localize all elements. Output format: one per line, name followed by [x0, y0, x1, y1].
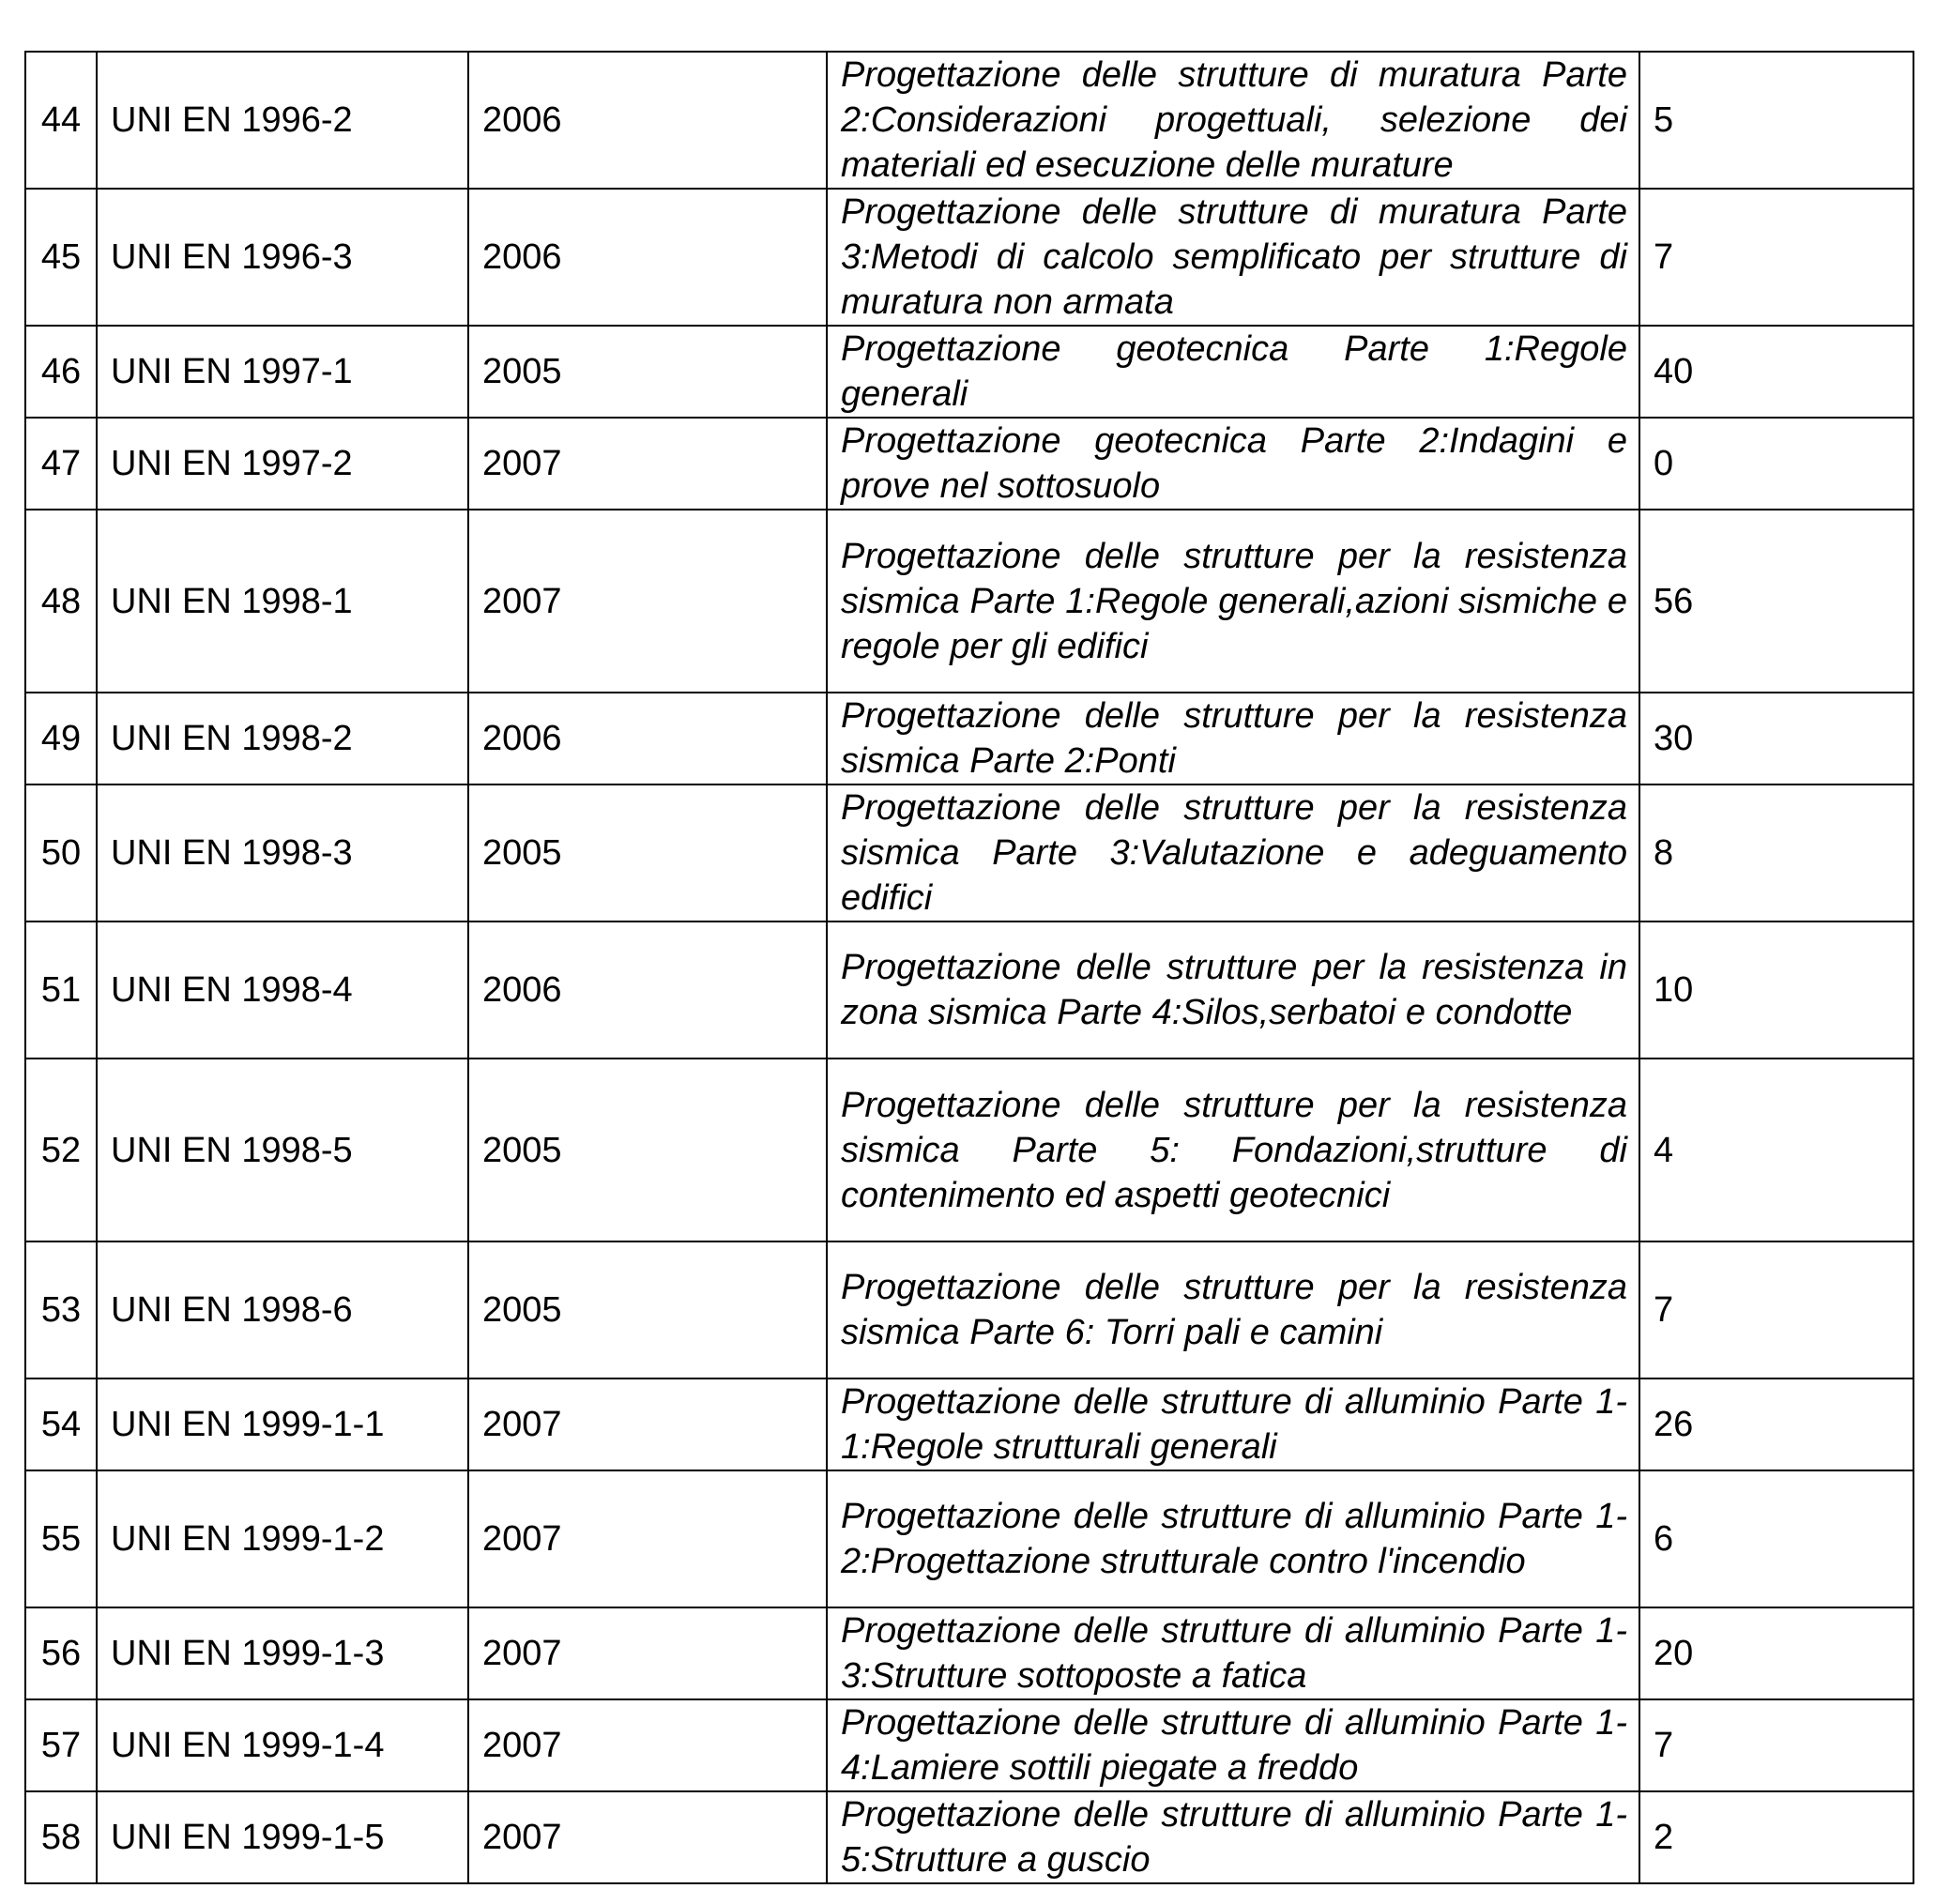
standard-code: UNI EN 1998-1: [97, 510, 468, 693]
standard-count: 30: [1639, 693, 1913, 784]
standard-count: 10: [1639, 922, 1913, 1059]
standard-count: 7: [1639, 1699, 1913, 1791]
standard-description: Progettazione delle strutture di muratura Parte 2:Considerazioni progettuali, selezione dei materiali ed esecuzione delle murature: [827, 52, 1639, 189]
standard-year: 2005: [468, 1059, 827, 1241]
standard-description: Progettazione delle strutture di alluminio Parte 1-4:Lamiere sottili piegate a freddo: [827, 1699, 1639, 1791]
standard-description: Progettazione delle strutture per la resistenza sismica Parte 2:Ponti: [827, 693, 1639, 784]
standard-count: 2: [1639, 1791, 1913, 1883]
row-number: 54: [25, 1378, 97, 1470]
row-number: 50: [25, 784, 97, 922]
row-number: 55: [25, 1470, 97, 1607]
table-row: [25, 693, 1913, 784]
standard-description: Progettazione delle strutture per la resistenza sismica Parte 1:Regole generali,azioni sismiche e regole per gli edifici: [827, 510, 1639, 693]
standard-description: Progettazione delle strutture di alluminio Parte 1-2:Progettazione strutturale contro l'incendio: [827, 1470, 1639, 1607]
table-row: [25, 1241, 1913, 1378]
standard-code: UNI EN 1998-5: [97, 1059, 468, 1241]
standard-count: 7: [1639, 189, 1913, 326]
standard-description: Progettazione geotecnica Parte 1:Regole generali: [827, 326, 1639, 418]
standard-count: 4: [1639, 1059, 1913, 1241]
standard-description: Progettazione delle strutture per la resistenza sismica Parte 5: Fondazioni,strutture di contenimento ed aspetti geotecnici: [827, 1059, 1639, 1241]
standard-count: 20: [1639, 1607, 1913, 1699]
standard-count: 26: [1639, 1378, 1913, 1470]
standard-code: UNI EN 1998-2: [97, 693, 468, 784]
row-number: 47: [25, 418, 97, 510]
table-row: [25, 1470, 1913, 1607]
standard-year: 2007: [468, 418, 827, 510]
standard-year: 2007: [468, 510, 827, 693]
row-number: 57: [25, 1699, 97, 1791]
standard-code: UNI EN 1999-1-2: [97, 1470, 468, 1607]
row-number: 46: [25, 326, 97, 418]
standard-count: 56: [1639, 510, 1913, 693]
standards-table: [24, 51, 1914, 1884]
standard-description: Progettazione delle strutture per la resistenza sismica Parte 6: Torri pali e camini: [827, 1241, 1639, 1378]
row-number: 44: [25, 52, 97, 189]
standard-code: UNI EN 1997-2: [97, 418, 468, 510]
standard-code: UNI EN 1998-3: [97, 784, 468, 922]
table-row: [25, 418, 1913, 510]
standard-description: Progettazione delle strutture di alluminio Parte 1-1:Regole strutturali generali: [827, 1378, 1639, 1470]
standard-code: UNI EN 1999-1-5: [97, 1791, 468, 1883]
standard-code: UNI EN 1997-1: [97, 326, 468, 418]
standard-count: 7: [1639, 1241, 1913, 1378]
standard-code: UNI EN 1996-3: [97, 189, 468, 326]
row-number: 52: [25, 1059, 97, 1241]
row-number: 45: [25, 189, 97, 326]
table-row: [25, 1059, 1913, 1241]
standard-year: 2007: [468, 1470, 827, 1607]
table-row: [25, 326, 1913, 418]
standard-year: 2007: [468, 1699, 827, 1791]
standard-description: Progettazione delle strutture di alluminio Parte 1-3:Strutture sottoposte a fatica: [827, 1607, 1639, 1699]
standard-description: Progettazione delle strutture di muratura Parte 3:Metodi di calcolo semplificato per strutture di muratura non armata: [827, 189, 1639, 326]
standards-table-body: [25, 52, 1913, 1883]
table-row: [25, 1791, 1913, 1883]
standard-code: UNI EN 1996-2: [97, 52, 468, 189]
table-row: [25, 784, 1913, 922]
standard-year: 2005: [468, 1241, 827, 1378]
row-number: 49: [25, 693, 97, 784]
row-number: 58: [25, 1791, 97, 1883]
row-number: 53: [25, 1241, 97, 1378]
standard-count: 5: [1639, 52, 1913, 189]
standard-year: 2006: [468, 922, 827, 1059]
table-row: [25, 922, 1913, 1059]
table-row: [25, 1607, 1913, 1699]
standard-year: 2006: [468, 189, 827, 326]
standard-year: 2006: [468, 52, 827, 189]
standard-count: 0: [1639, 418, 1913, 510]
table-row: [25, 52, 1913, 189]
standard-year: 2007: [468, 1607, 827, 1699]
table-row: [25, 1378, 1913, 1470]
standard-description: Progettazione delle strutture di alluminio Parte 1-5:Strutture a guscio: [827, 1791, 1639, 1883]
standard-description: Progettazione geotecnica Parte 2:Indagini e prove nel sottosuolo: [827, 418, 1639, 510]
standard-year: 2007: [468, 1791, 827, 1883]
standard-count: 6: [1639, 1470, 1913, 1607]
table-row: [25, 1699, 1913, 1791]
standard-year: 2006: [468, 693, 827, 784]
standard-description: Progettazione delle strutture per la resistenza sismica Parte 3:Valutazione e adeguamento edifici: [827, 784, 1639, 922]
standard-code: UNI EN 1998-4: [97, 922, 468, 1059]
row-number: 56: [25, 1607, 97, 1699]
standard-year: 2005: [468, 326, 827, 418]
standard-year: 2007: [468, 1378, 827, 1470]
standard-code: UNI EN 1999-1-3: [97, 1607, 468, 1699]
standard-year: 2005: [468, 784, 827, 922]
row-number: 48: [25, 510, 97, 693]
standard-code: UNI EN 1999-1-1: [97, 1378, 468, 1470]
standard-count: 8: [1639, 784, 1913, 922]
standard-description: Progettazione delle strutture per la resistenza in zona sismica Parte 4:Silos,serbatoi e condotte: [827, 922, 1639, 1059]
standard-count: 40: [1639, 326, 1913, 418]
table-row: [25, 189, 1913, 326]
standard-code: UNI EN 1998-6: [97, 1241, 468, 1378]
table-row: [25, 510, 1913, 693]
standard-code: UNI EN 1999-1-4: [97, 1699, 468, 1791]
row-number: 51: [25, 922, 97, 1059]
